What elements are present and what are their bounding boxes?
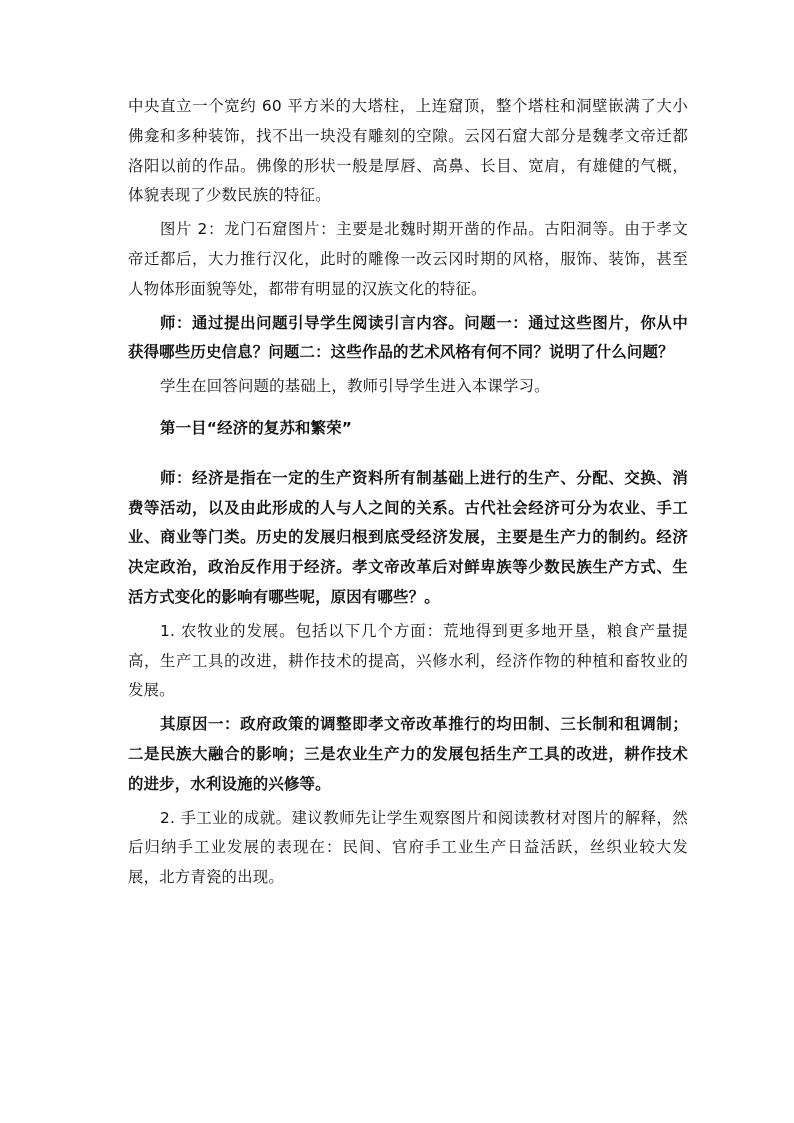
paragraph-handicraft: 2. 手工业的成就。建议教师先让学生观察图片和阅读教材对图片的解释，然后归纳手工业发展的表现在：民间、官府手工业生产日益活跃，丝织业较大发展，北方青瓷的出现。 bbox=[128, 808, 688, 887]
paragraph-reasons: 其原因一：政府政策的调整即孝文帝改革推行的均田制、三长制和租调制；二是民族大融合的影响；三是农业生产力的发展包括生产工具的改进，耕作技术的进步，水利设施的兴修等。 bbox=[128, 715, 688, 793]
paragraph-agriculture: 1. 农牧业的发展。包括以下几个方面：荒地得到更多地开垦，粮食产量提高，生产工具的改进，耕作技术的提高，兴修水利，经济作物的种植和畜牧业的发展。 bbox=[128, 621, 688, 700]
paragraph-teacher-economy: 师：经济是指在一定的生产资料所有制基础上进行的生产、分配、交换、消费等活动，以及由此形成的人与人之间的关系。古代社会经济可分为农业、手工业、商业等门类。历史的发展归根到底受经济发展，主要是生产力的制约。经济决定政治，政治反作用于经济。孝文帝改革后对鲜卑族等少数民族生产方式、生活方式变化的影响有哪些呢，原因有哪些？。 bbox=[128, 468, 688, 606]
paragraph-longmen-picture: 图片 2：龙门石窟图片：主要是北魏时期开凿的作品。古阳洞等。由于孝文帝迁都后，大力推行汉化，此时的雕像一改云冈时期的风格，服饰、装饰，甚至人物体形面貌等处，都带有明显的汉族文化的特征。 bbox=[128, 220, 688, 298]
paragraph-student-answer: 学生在回答问题的基础上，教师引导学生进入本课学习。 bbox=[160, 377, 550, 396]
section-heading-economy: 第一目“经济的复苏和繁荣” bbox=[160, 418, 353, 437]
paragraph-yungang-description: 中央直立一个宽约 60 平方米的大塔柱，上连窟顶，整个塔柱和洞壁嵌满了大小佛龛和多种装饰，找不出一块没有雕刻的空隙。云冈石窟大部分是魏孝文帝迁都洛阳以前的作品。佛像的形状一般是厚唇、高鼻、长目、宽肩，有雄健的气概，体貌表现了少数民族的特征。 bbox=[128, 97, 688, 205]
paragraph-teacher-questions: 师：通过提出问题引导学生阅读引言内容。问题一：通过这些图片，你从中获得哪些历史信息？问题二：这些作品的艺术风格有何不同？说明了什么问题？ bbox=[128, 313, 688, 362]
document-page bbox=[128, 92, 688, 893]
